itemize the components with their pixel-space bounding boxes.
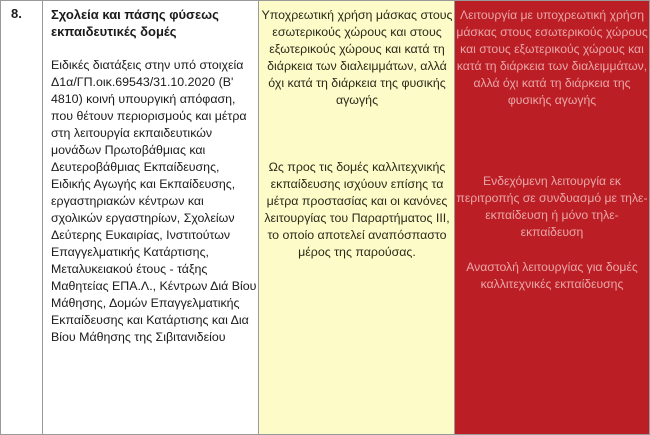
red-paragraph-rotation: Ενδεχόμενη λειτουργία εκ περιτροπής σε συνδυασμό με τηλε-εκπαίδευση ή μόνο τηλε-εκπαίδευση (456, 174, 648, 239)
row-number-cell (1, 1, 43, 434)
yellow-paragraph-arts: Ως προς τις δομές καλλιτεχνικής εκπαίδευσης ισχύουν επίσης τα μέτρα προστασίας και οι κανόνες λειτουργίας του Παραρτήματος ΙΙΙ, το οποίο αποτελεί αναπόσπαστο μέρος της παρούσας. (264, 160, 450, 259)
row-title: Σχολεία και πάσης φύσεως εκπαιδευτικές δομές (51, 7, 219, 39)
description-cell (43, 1, 259, 434)
red-paragraph-mask: Λειτουργία με υποχρεωτική χρήση μάσκας στους εσωτερικούς χώρους και στους εξωτερικούς χώρους και κατά τη διάρκεια των διαλειμμάτων, αλλά όχι κατά τη διάρκεια της φυσικής αγωγής (456, 8, 648, 107)
red-paragraph-suspension: Αναστολή λειτουργίας για δομές καλλιτεχνικές εκπαίδευσης (466, 260, 638, 291)
row-description: Ειδικές διατάξεις στην υπό στοιχεία Δ1α/ΓΠ.οικ.69543/31.10.2020 (Β' 4810) κοινή υπουργική απόφαση, που θέτουν περιορισμούς και μέτρα στη λειτουργία εκπαιδευτικών μονάδων Πρωτοβάθμιας και Δευτεροβάθμιας Εκπαίδευσης, Ειδικής Αγωγής και Εκπαίδευσης, εργαστηριακών κέντρων και σχολικών εργαστηρίων, Σχολείων Δεύτερης Ευκαιρίας, Ινστιτούτων Επαγγελματικής Κατάρτισης, Μεταλυκειακού έτους - τάξης Μαθητείας ΕΠΑ.Λ., Κέντρων Διά Βίου Μάθησης, Δομών Επαγγελματικής Εκπαίδευσης και Κατάρτισης και Δια Βίου Μάθησης της Σιβιτανιδείου (51, 58, 257, 344)
yellow-level-cell (259, 1, 455, 434)
row-number: 8. (11, 6, 22, 21)
yellow-paragraph-mask: Υποχρεωτική χρήση μάσκας στους εσωτερικούς χώρους και στους εξωτερικούς χώρους και κατά τη διάρκεια των διαλειμμάτων, αλλά όχι κατά τη διάρκεια της φυσικής αγωγής (261, 8, 453, 107)
red-level-cell (455, 1, 649, 434)
